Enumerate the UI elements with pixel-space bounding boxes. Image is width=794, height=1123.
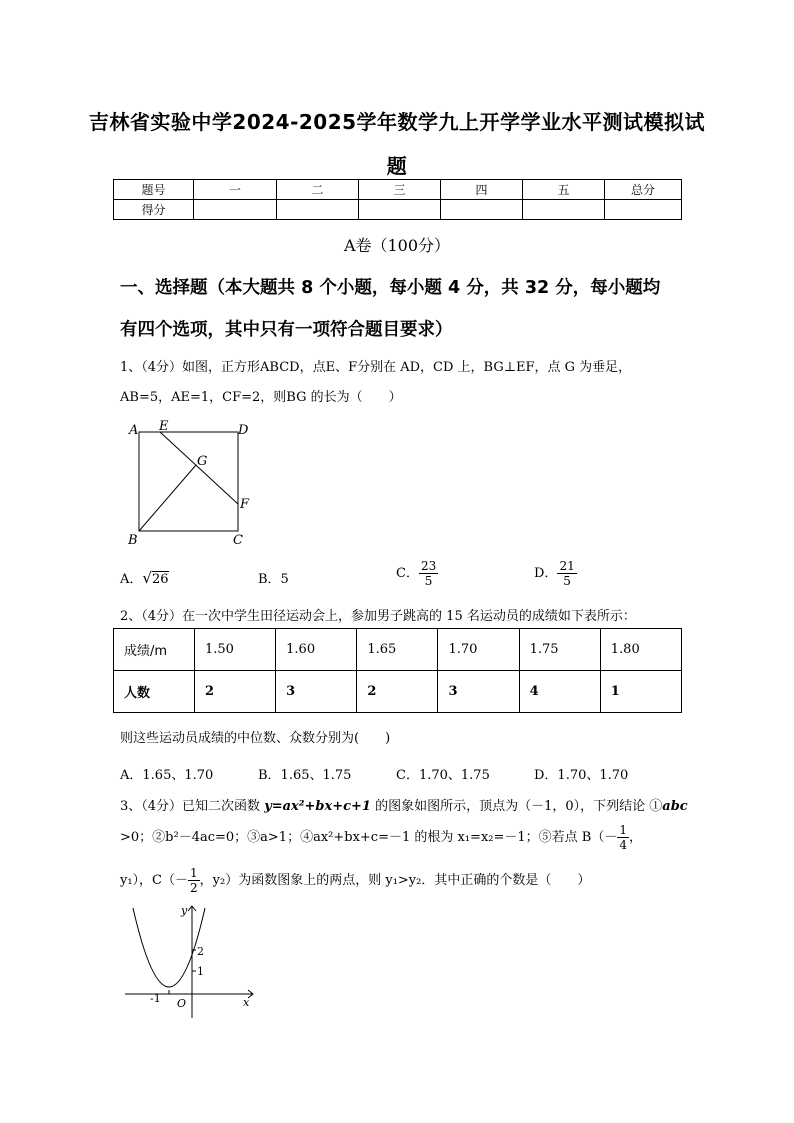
score-header-cell: 一 — [194, 180, 277, 200]
section-a-heading: A卷（100分） — [343, 236, 451, 255]
parabola-curve — [133, 908, 205, 987]
y-tick-label: 1 — [197, 965, 204, 978]
score-header-cell: 题号 — [114, 180, 194, 200]
table-cell: 3 — [438, 671, 519, 713]
q2-option-a[interactable]: A．1.65、1.70 — [120, 768, 214, 783]
table-cell: 1.80 — [600, 629, 681, 671]
q3-text-part: 的图象如图所示，顶点为（－1，0），下列结论 ① — [370, 799, 663, 814]
label-e: E — [159, 419, 169, 434]
segment-bg — [139, 465, 196, 531]
table-row-label: 成绩/m — [114, 629, 195, 671]
table-cell: 1 — [600, 671, 681, 713]
q2-data-table — [113, 628, 682, 713]
score-cell[interactable] — [194, 200, 277, 220]
q2-option-d[interactable]: D．1.70、1.70 — [534, 768, 629, 783]
fraction-denominator: 5 — [424, 574, 433, 588]
part1-heading-cont: 有四个选项，其中只有一项符合题目要求） — [120, 320, 453, 340]
q1-option-b[interactable]: B．5 — [258, 572, 289, 587]
fraction-denominator: 5 — [563, 574, 571, 588]
q3-text-part: ， — [629, 830, 643, 845]
origin-label: O — [177, 997, 187, 1010]
y-axis-label: y — [181, 904, 188, 917]
sqrt-icon: √ — [142, 569, 152, 587]
score-header-cell: 五 — [523, 180, 605, 200]
table-cell: 1.50 — [195, 629, 276, 671]
score-cell[interactable] — [441, 200, 523, 220]
fraction-denominator: 2 — [190, 881, 198, 895]
radicand: 26 — [151, 572, 169, 587]
page-title: 吉林省实验中学2024-2025学年数学九上开学学业水平测试模拟试 — [88, 110, 706, 134]
fraction — [419, 559, 438, 588]
label-g: G — [197, 454, 208, 469]
table-row — [114, 629, 682, 671]
option-label: C． — [396, 566, 419, 581]
q2-option-b[interactable]: B．1.65、1.75 — [258, 768, 352, 783]
table-cell: 1.75 — [519, 629, 600, 671]
q3-parabola-graph — [115, 900, 260, 1022]
q2-option-c[interactable]: C．1.70、1.75 — [396, 768, 490, 783]
label-d: D — [238, 423, 249, 438]
score-cell[interactable] — [277, 200, 359, 220]
fraction — [188, 866, 200, 895]
score-header-cell: 三 — [359, 180, 441, 200]
y-tick-label: 2 — [197, 945, 204, 958]
label-b: B — [128, 533, 138, 548]
table-cell: 1.70 — [438, 629, 519, 671]
q3-text-part: y₁），C（－ — [120, 873, 189, 888]
table-row — [114, 671, 682, 713]
fraction-numerator: 1 — [619, 823, 627, 837]
q2-stem: 则这些运动员成绩的中位数、众数分别为( ) — [120, 731, 391, 746]
q3-function: y=ax²+bx+c+1 — [264, 799, 371, 814]
label-f: F — [240, 497, 250, 512]
score-table-header-row — [114, 180, 682, 200]
score-header-cell: 四 — [441, 180, 523, 200]
score-cell[interactable] — [359, 200, 441, 220]
q1-option-d[interactable] — [534, 559, 577, 588]
q1-square-figure — [125, 418, 265, 548]
table-cell: 2 — [357, 671, 438, 713]
label-c: C — [233, 533, 243, 548]
q3-text-part: ，y₂）为函数图象上的两点，则 y₁>y₂．其中正确的个数是（ ） — [199, 873, 591, 888]
fraction-denominator: 4 — [619, 838, 627, 852]
square-abcd — [139, 432, 238, 531]
table-cell: 1.60 — [276, 629, 357, 671]
part1-heading: 一、选择题（本大题共 8 个小题，每小题 4 分，共 32 分，每小题均 — [120, 278, 661, 298]
score-cell[interactable] — [605, 200, 682, 220]
page-title-cont: 题 — [386, 154, 408, 178]
q3-text-part: 3、（4分）已知二次函数 — [120, 799, 265, 814]
x-tick-label: -1 — [150, 992, 161, 1005]
x-axis-label: x — [243, 996, 250, 1009]
q3-text-cont2 — [120, 866, 590, 895]
q1-option-c[interactable] — [396, 559, 438, 588]
fraction-numerator: 1 — [190, 866, 198, 880]
q2-text: 2、（4分）在一次中学生田径运动会上，参加男子跳高的 15 名运动员的成绩如下表所示： — [120, 609, 636, 624]
option-label: A． — [120, 572, 143, 587]
option-label: D． — [534, 566, 558, 581]
score-header-cell: 二 — [277, 180, 359, 200]
score-header-cell: 总分 — [605, 180, 682, 200]
table-cell: 3 — [276, 671, 357, 713]
label-a: A — [129, 423, 139, 438]
score-table-score-row — [114, 200, 682, 220]
table-cell: 4 — [519, 671, 600, 713]
fraction — [557, 559, 576, 588]
q1-text-cont: AB=5，AE=1，CF=2，则BG 的长为（ ） — [120, 390, 402, 405]
table-cell: 2 — [195, 671, 276, 713]
fraction-numerator: 23 — [420, 559, 437, 573]
q1-option-a[interactable] — [120, 568, 169, 587]
fraction-numerator: 21 — [559, 559, 575, 573]
score-table — [113, 179, 682, 220]
q3-text — [120, 795, 688, 814]
table-row-label: 人数 — [114, 671, 195, 713]
table-cell: 1.65 — [357, 629, 438, 671]
q3-text-cont — [120, 823, 642, 852]
fraction — [617, 823, 629, 852]
q3-text-part: abc — [662, 799, 688, 814]
q3-text-part: >0；②b²－4ac=0；③a>1；④ax²+bx+c=－1 的根为 x₁=x₂=－1；⑤若点 B（－ — [120, 830, 618, 845]
score-row-label: 得分 — [114, 200, 194, 220]
q1-text: 1、（4分）如图，正方形ABCD，点E、F分别在 AD，CD 上，BG⊥EF，点 G 为垂足， — [120, 360, 632, 375]
score-cell[interactable] — [523, 200, 605, 220]
